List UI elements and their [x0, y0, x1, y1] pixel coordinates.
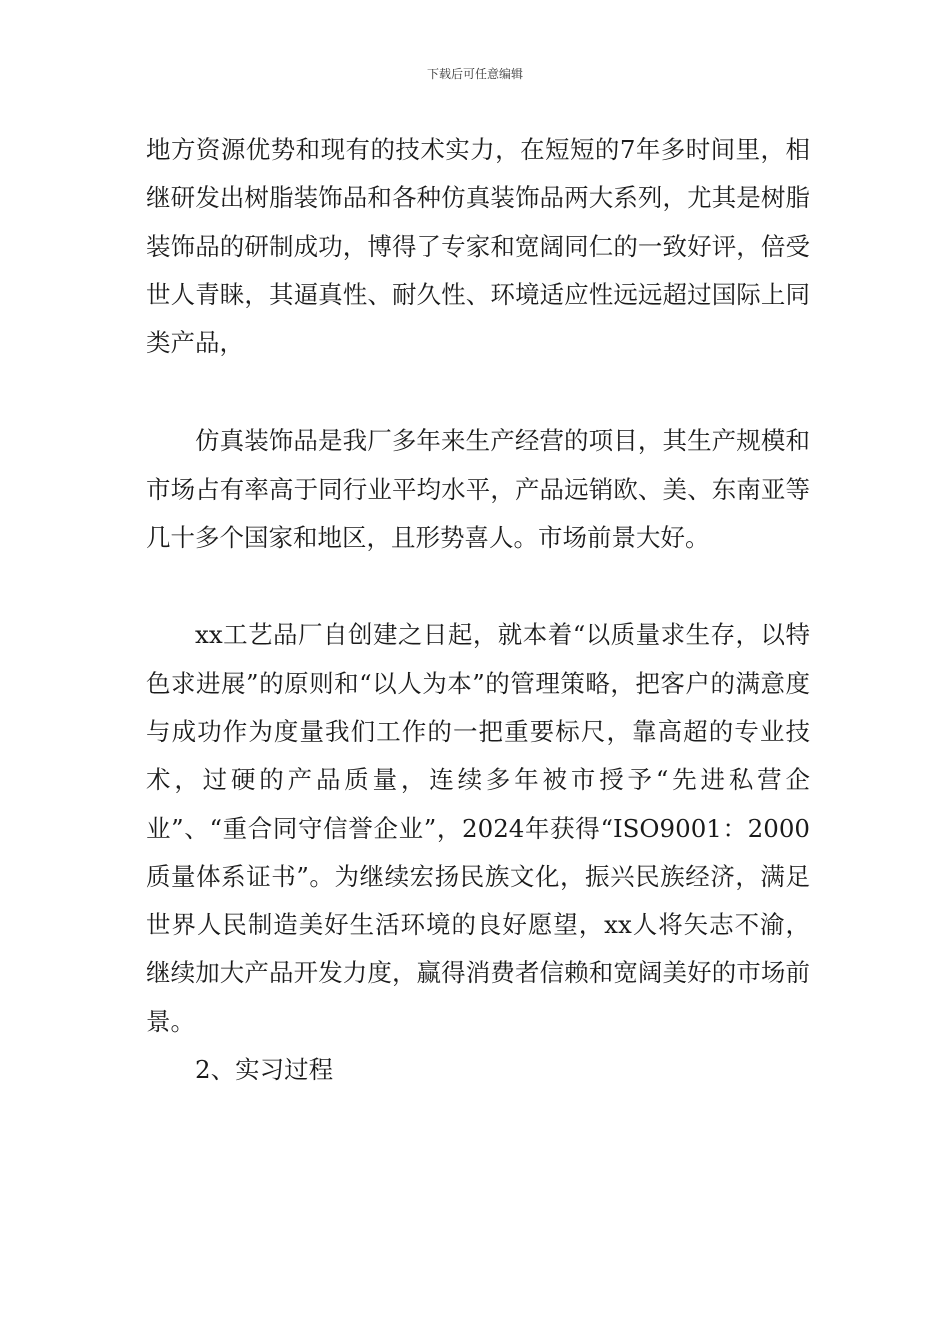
paragraph-2: 仿真装饰品是我厂多年来生产经营的项目，其生产规模和市场占有率高于同行业平均水平，产品远销欧、美、东南亚等几十多个国家和地区，且形势喜人。市场前景大好。 — [146, 426, 810, 553]
page-header-note: 下载后可任意编辑 — [426, 67, 523, 81]
paragraph-1: 地方资源优势和现有的技术实力，在短短的7年多时间里，相继研发出树脂装饰品和各种仿真装饰品两大系列，尤其是树脂装饰品的研制成功，博得了专家和宽阔同仁的一致好评，倍受世人青睐，其逼真性、耐久性、环境适应性远远超过国际上同类产品， — [146, 135, 810, 358]
section-heading: 2、实习过程 — [195, 1055, 334, 1085]
document-body — [146, 126, 810, 1094]
paragraph-3: xx工艺品厂自创建之日起，就本着“以质量求生存，以特色求进展”的原则和“以人为本”的管理策略，把客户的满意度与成功作为度量我们工作的一把重要标尺，靠高超的专业技术，过硬的产品质量，连续多年被市授予“先进私营企业”、“重合同守信誉企业”，2024年获得“ISO9001：2000质量体系证书”。为继续宏扬民族文化，振兴民族经济，满足世界人民制造美好生活环境的良好愿望，xx人将矢志不渝，继续加大产品开发力度，赢得消费者信赖和宽阔美好的市场前景。 — [146, 620, 810, 1036]
